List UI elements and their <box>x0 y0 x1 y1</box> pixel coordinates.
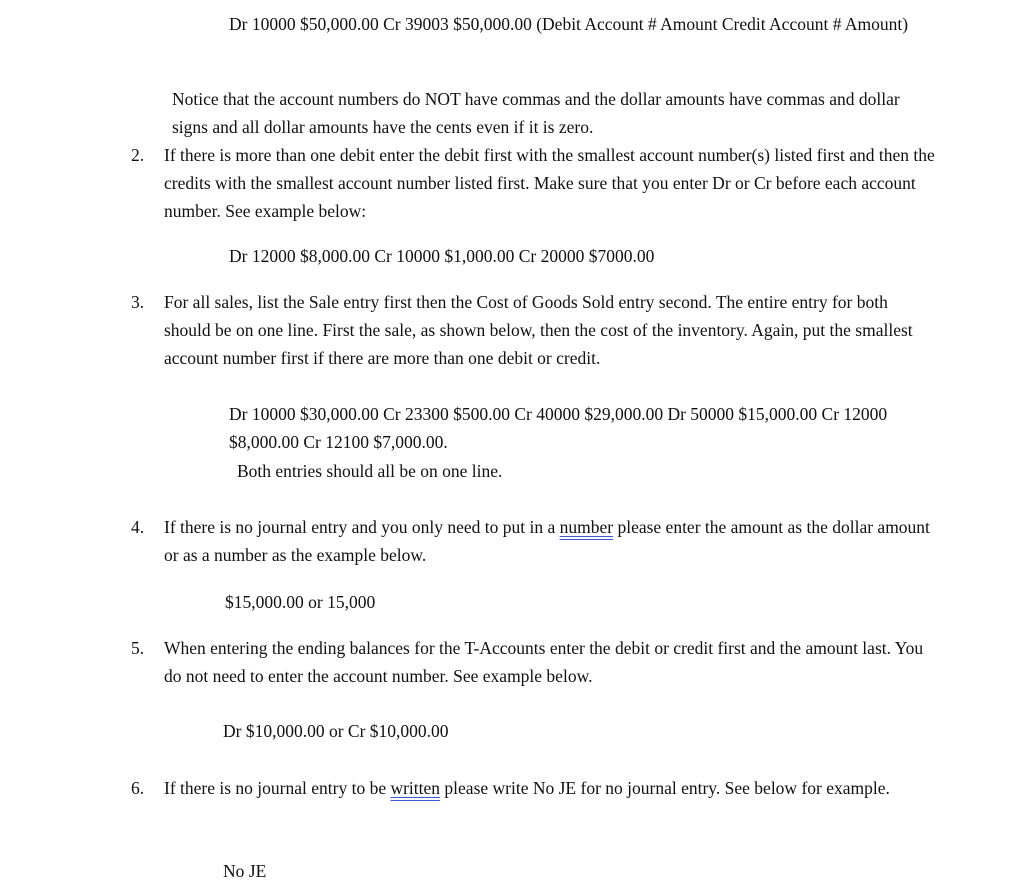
item-2-example: Dr 12000 $8,000.00 Cr 10000 $1,000.00 Cr 20000 $7000.00 <box>229 246 655 266</box>
item-4-text-after: please enter the amount as the dollar amount or as a number as the example below. <box>164 517 930 565</box>
item-2-text: If there is more than one debit enter the debit first with the smallest account number(s) listed first and then the credits with the smallest account number listed first. Make sure that you enter Dr or Cr before each account number. See example below: <box>164 145 935 221</box>
item-4-example: $15,000.00 or 15,000 <box>225 592 376 612</box>
item-3-note: Both entries should all be on one line. <box>237 461 503 481</box>
item-2-number: 2. <box>131 145 145 165</box>
item-4-text-before: If there is no journal entry and you only need to put in a <box>164 517 560 537</box>
item-5-example: Dr $10,000.00 or Cr $10,000.00 <box>223 721 449 741</box>
item-6-text <box>164 774 939 802</box>
item-4-text <box>164 513 934 569</box>
item-5-text: When entering the ending balances for the T-Accounts enter the debit or credit first and the amount last. You do not need to enter the account number. See example below. <box>164 638 924 686</box>
intro-example: Dr 10000 $50,000.00 Cr 39003 $50,000.00 (Debit Account # Amount Credit Account # Amount) <box>229 14 909 34</box>
item-4-number: 4. <box>131 517 145 537</box>
item-5-number: 5. <box>131 638 145 658</box>
item-3-number: 3. <box>131 292 145 312</box>
item-6-text-after: please write No JE for no journal entry. See below for example. <box>440 778 890 798</box>
item-4-underlined-word: number <box>559 517 614 537</box>
item-6-underlined-word: written <box>390 778 441 798</box>
item-6-number: 6. <box>131 778 145 798</box>
intro-notice: Notice that the account numbers do NOT have commas and the dollar amounts have commas and dollar signs and all dollar amounts have the cents even if it is zero. <box>172 89 900 137</box>
item-3-text: For all sales, list the Sale entry first then the Cost of Goods Sold entry second. The entire entry for both should be on one line. First the sale, as shown below, then the cost of the inventory. Again, put the smallest account number first if there are more than one debit or credit. <box>164 292 913 368</box>
item-3-example: Dr 10000 $30,000.00 Cr 23300 $500.00 Cr 40000 $29,000.00 Dr 50000 $15,000.00 Cr 12000 $8,000.00 Cr 12100 $7,000.00. <box>229 404 888 452</box>
item-6-example: No JE <box>223 861 267 881</box>
item-6-text-before: If there is no journal entry to be <box>164 778 391 798</box>
